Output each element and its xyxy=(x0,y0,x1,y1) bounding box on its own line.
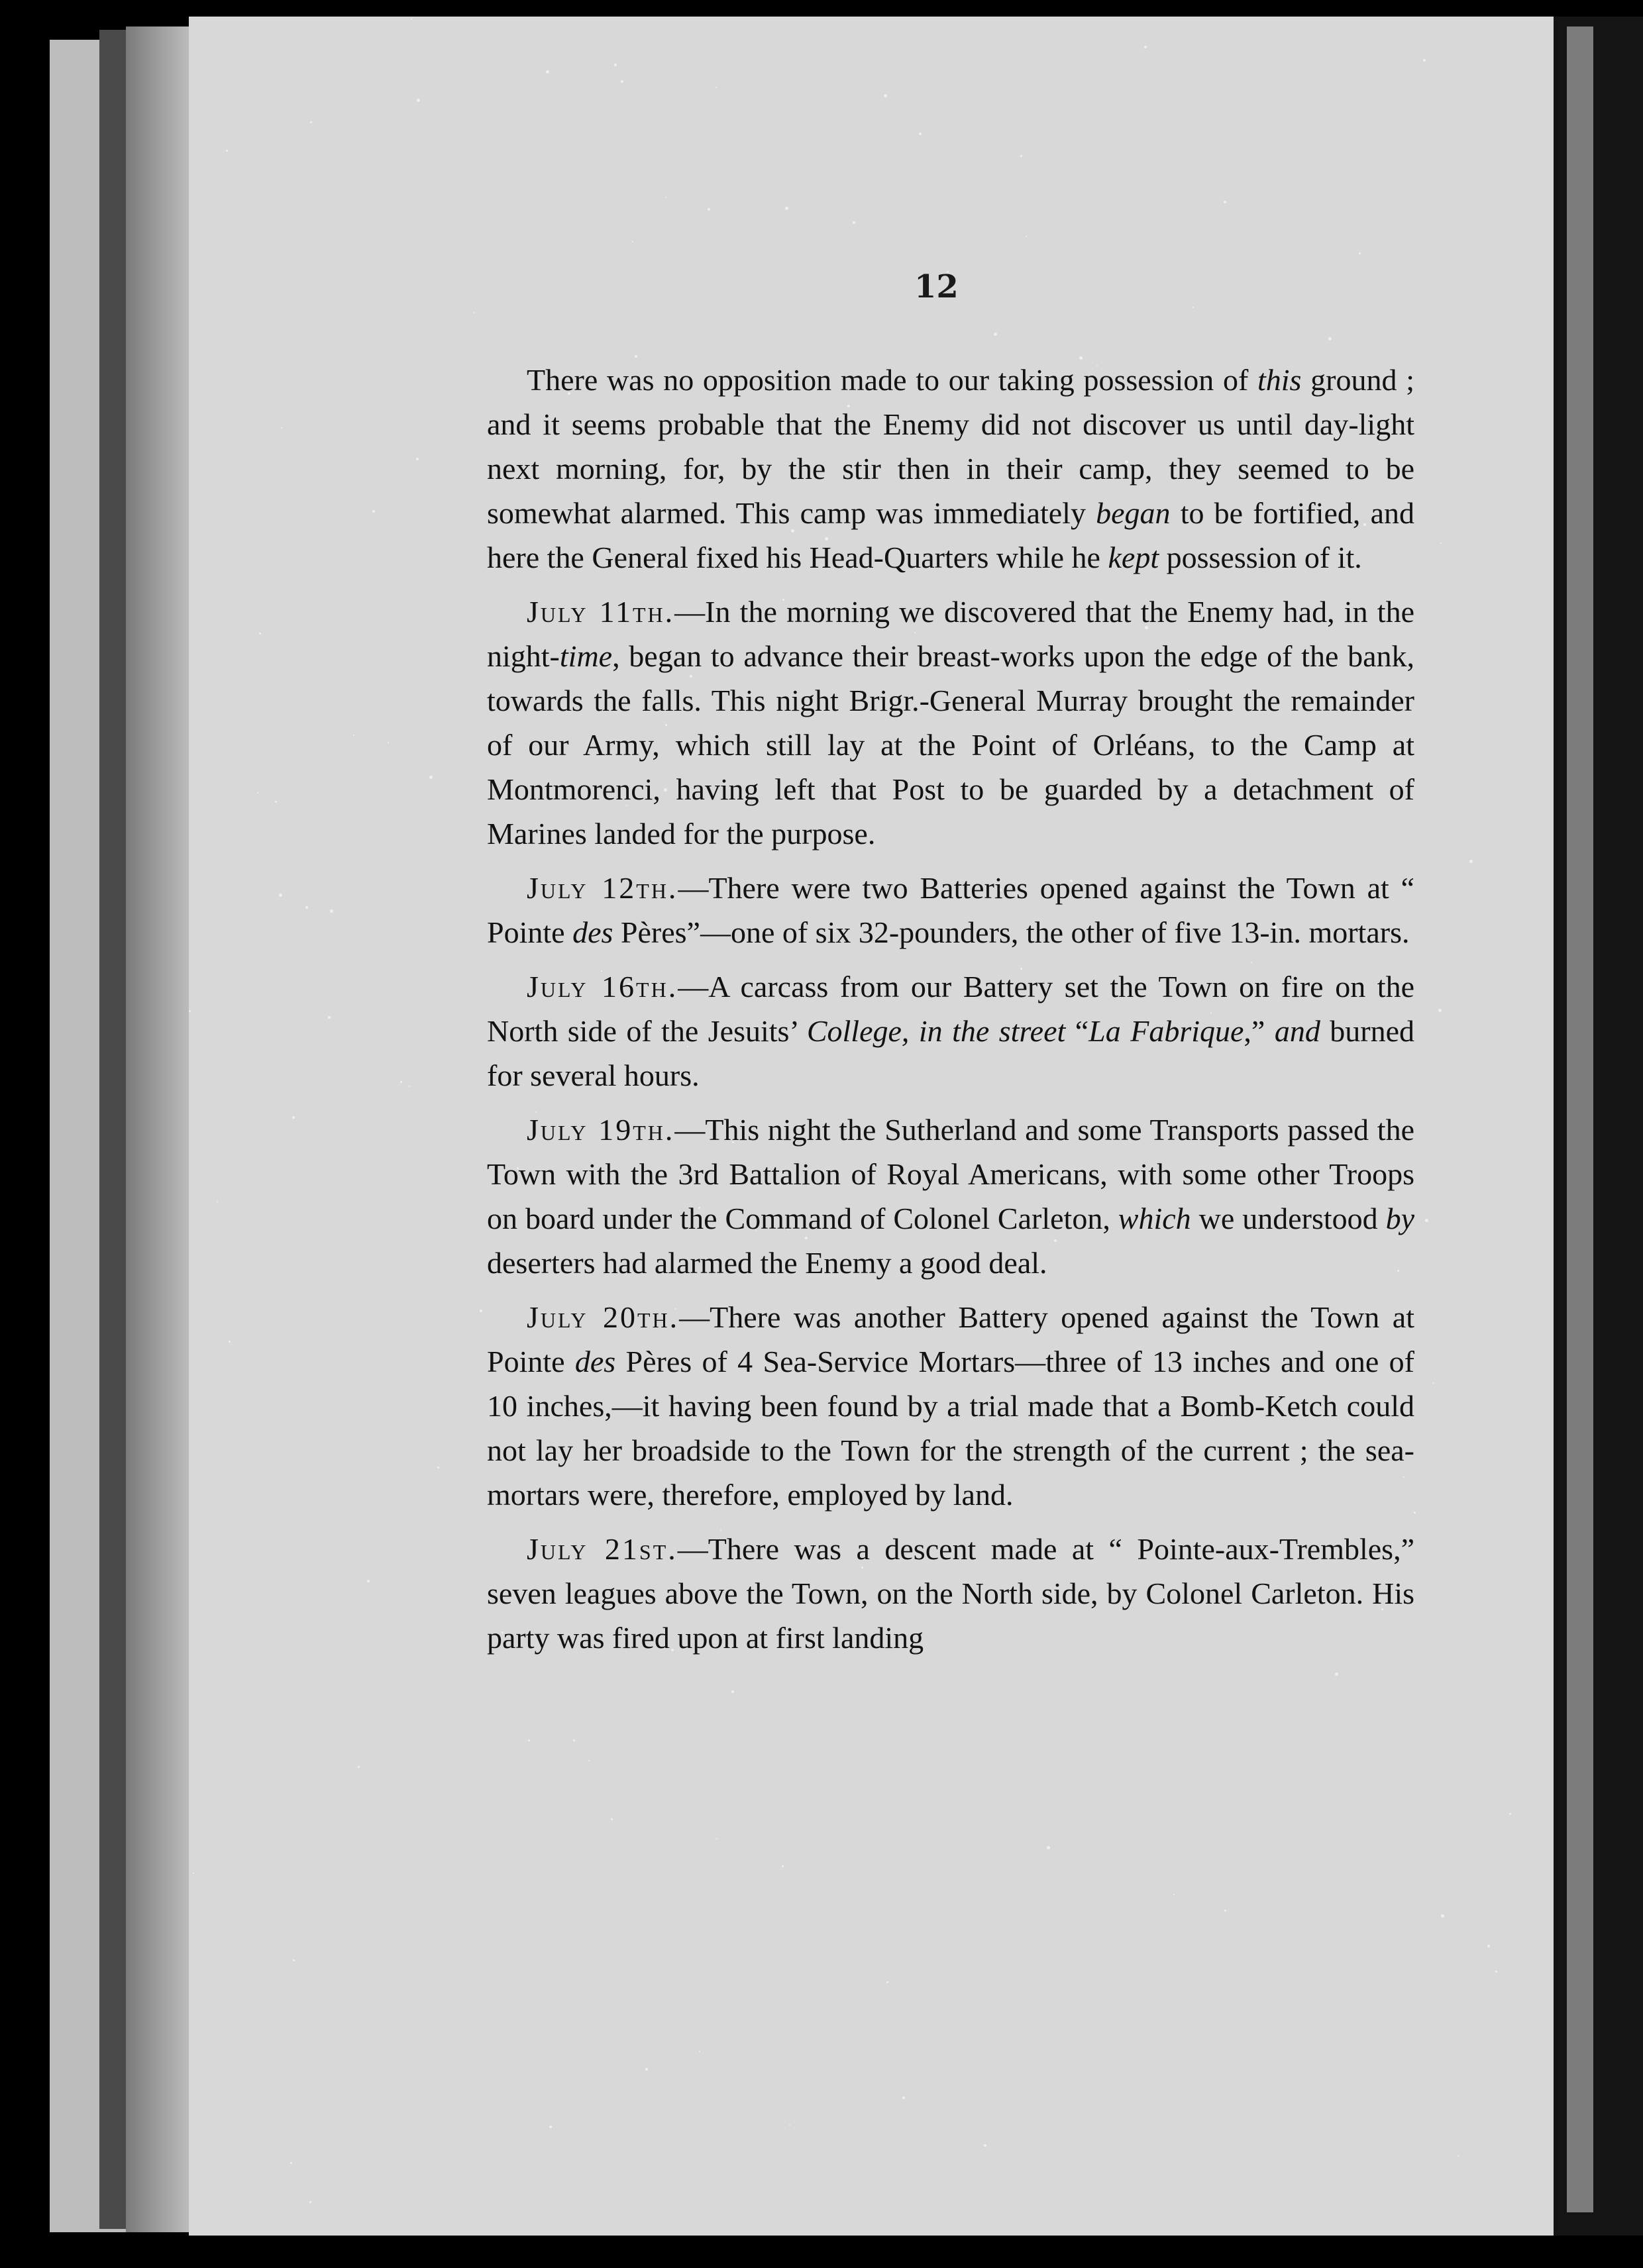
body-text: , began to advance their breast-works upon the edge of the bank, towards the falls. This night Brigr.-General Murray brought the remainder of our Army, which still lay at the Point of Orléans, to the Camp at Montmorenci, having left that Post to be guarded by a detachment of Marines landed for the purpose. xyxy=(487,639,1414,850)
scan-speck xyxy=(919,132,922,135)
italic-text: kept xyxy=(1108,541,1159,574)
scan-speck xyxy=(1047,1846,1050,1849)
scan-speck xyxy=(853,221,855,224)
scan-speck xyxy=(614,64,617,66)
book-gutter xyxy=(126,26,192,2232)
body-text: —In the morning we discovered that the Enemy had, in the night- xyxy=(487,595,1414,673)
body-text: ground ; and it seems probable that the Enemy did not discover us until day-light next morning, for, by the stir then in their camp, they seemed to be somewhat alarmed. This camp was immediately xyxy=(487,363,1414,530)
scan-speck xyxy=(309,2201,311,2203)
scan-speck xyxy=(884,94,887,97)
scan-speck xyxy=(417,99,420,102)
scan-speck xyxy=(429,776,433,779)
scan-speck xyxy=(528,1739,530,1741)
scan-speck xyxy=(275,801,277,803)
italic-text: La Fabrique xyxy=(1088,1014,1244,1048)
scan-speck xyxy=(437,1467,439,1469)
italic-text: this xyxy=(1257,363,1302,397)
right-page-strip xyxy=(1567,26,1593,2212)
body-text: —There was a descent made at “ Pointe-aux-Trembles,” seven leagues above the Town, on the North side, by Colonel Carleton. His party was fired upon at first landing xyxy=(487,1532,1415,1655)
entry-date: July 16th. xyxy=(527,970,678,1004)
scan-speck xyxy=(229,1341,231,1343)
scan-speck xyxy=(1224,1910,1226,1912)
scan-speck xyxy=(611,1818,613,1820)
scan-speck xyxy=(1144,46,1147,48)
scan-speck xyxy=(789,2124,790,2126)
body-text: possession of it. xyxy=(1159,541,1362,574)
scan-speck xyxy=(731,1690,734,1693)
scan-speck xyxy=(665,197,666,198)
scan-speck xyxy=(1224,201,1226,203)
body-text: —A carcass from our Battery set the Town on fire on the North side of the Jesuits’ xyxy=(487,970,1414,1048)
scan-speck xyxy=(573,1739,575,1741)
scan-speck xyxy=(409,1086,410,1087)
scan-speck xyxy=(328,1016,331,1019)
scan-speck xyxy=(782,1865,784,1867)
paragraph xyxy=(487,1108,1414,1285)
body-text: —There were two Batteries opened against the Town at “ Pointe xyxy=(487,871,1414,949)
scan-speck xyxy=(1359,252,1361,254)
paragraph xyxy=(487,1527,1414,1660)
italic-text: des xyxy=(574,1345,616,1378)
scan-speck xyxy=(1495,1971,1497,1973)
paragraph xyxy=(487,866,1414,954)
scan-speck xyxy=(480,1310,482,1312)
italic-text: College, in the street xyxy=(806,1014,1066,1048)
entry-date: July 21st. xyxy=(527,1532,678,1566)
scan-speck xyxy=(290,2162,292,2164)
scan-speck xyxy=(1441,1914,1444,1918)
scan-speck xyxy=(1458,2155,1459,2157)
scan-speck xyxy=(621,80,623,83)
scan-speck xyxy=(632,241,633,242)
body-text: ,” xyxy=(1244,1014,1275,1048)
scan-speck xyxy=(785,207,788,210)
scan-speck xyxy=(1020,155,1022,157)
scan-speck xyxy=(372,510,375,513)
scan-speck xyxy=(293,1959,295,1961)
scan-speck xyxy=(1192,307,1194,308)
scan-speck xyxy=(588,1760,590,1761)
page-number: 12 xyxy=(914,268,959,305)
scan-speck xyxy=(1440,542,1442,544)
scan-speck xyxy=(1432,1382,1434,1384)
scan-speck xyxy=(367,1580,370,1582)
body-text: deserters had alarmed the Enemy a good deal. xyxy=(487,1246,1047,1280)
scan-speck xyxy=(645,2068,648,2071)
paragraph xyxy=(487,358,1414,580)
scan-speck xyxy=(1509,1813,1511,1815)
entry-date: July 11th. xyxy=(527,595,675,629)
scan-speck xyxy=(193,1873,194,1874)
scan-speck xyxy=(416,458,419,460)
body-text: Pères of 4 Sea-Service Mortars—three of 13 inches and one of 10 inches,—it having been found by a trial made that a Bomb-Ketch could not lay her broadside to the Town for the strength of the current ; the sea-mortars were, therefore, employed by land. xyxy=(487,1345,1414,1512)
scan-speck xyxy=(1425,1219,1428,1222)
scan-speck xyxy=(388,742,389,743)
scan-speck xyxy=(1487,1945,1490,1947)
body-text: burned for several hours. xyxy=(487,1014,1415,1092)
scan-speck xyxy=(189,1010,191,1012)
scan-speck xyxy=(1423,59,1426,62)
italic-text: by xyxy=(1385,1202,1414,1235)
body-text: “ xyxy=(1065,1014,1089,1048)
scan-speck xyxy=(716,87,717,88)
scan-speck xyxy=(279,894,282,897)
scan-speck xyxy=(549,2126,552,2128)
scan-speck xyxy=(310,121,312,123)
italic-text: began xyxy=(1096,496,1171,530)
scan-speck xyxy=(473,312,474,313)
scan-speck xyxy=(400,1081,402,1083)
scan-speck xyxy=(292,1116,295,1119)
scan-speck xyxy=(902,2096,905,2099)
italic-text: time xyxy=(559,639,613,673)
scan-speck xyxy=(886,1981,888,1983)
body-text: to be fortified, and here the General fixed his Head-Quarters while he xyxy=(487,496,1414,574)
scan-speck xyxy=(305,906,308,909)
scan-speck xyxy=(546,70,549,74)
scan-speck xyxy=(1469,860,1473,863)
scan-speck xyxy=(259,633,261,635)
body-text: —This night the Sutherland and some Transports passed the Town with the 3rd Battalion of Royal Americans, with some other Troops on board under the Command of Colonel Carleton, xyxy=(487,1113,1414,1235)
body-text: —There was another Battery opened against the Town at Pointe xyxy=(487,1300,1414,1378)
scan-speck xyxy=(217,1201,218,1202)
scan-speck xyxy=(984,2144,986,2147)
scan-speck xyxy=(281,427,282,429)
paragraph xyxy=(487,1295,1414,1517)
entry-date: July 12th. xyxy=(527,871,678,905)
scan-speck xyxy=(353,735,354,736)
scan-speck xyxy=(708,208,710,211)
scan-speck xyxy=(226,150,228,152)
scan-speck xyxy=(1026,236,1027,237)
paragraph xyxy=(487,964,1414,1098)
body-text: There was no opposition made to our taking possession of xyxy=(527,363,1257,397)
entry-date: July 19th. xyxy=(527,1113,675,1147)
body-text: Pères”—one of six 32-pounders, the other of five 13-in. mortars. xyxy=(613,915,1410,949)
scan-speck xyxy=(330,909,333,913)
scan-speck xyxy=(257,792,258,794)
scan-speck xyxy=(1328,337,1332,340)
page-body-text xyxy=(487,358,1414,1670)
entry-date: July 20th. xyxy=(527,1300,680,1334)
italic-text: which xyxy=(1118,1202,1191,1235)
scan-speck xyxy=(1335,1673,1338,1676)
body-text: we understood xyxy=(1191,1202,1386,1235)
paragraph xyxy=(487,590,1414,856)
scan-speck xyxy=(1173,1894,1175,1895)
italic-text: and xyxy=(1274,1014,1320,1048)
italic-text: des xyxy=(572,915,613,949)
scan-speck xyxy=(699,2051,700,2052)
scan-speck xyxy=(1438,1009,1442,1012)
scan-speck xyxy=(358,1766,360,1768)
scan-speck xyxy=(994,333,997,336)
scan-speck xyxy=(716,1838,717,1839)
scan-speck xyxy=(411,19,412,20)
